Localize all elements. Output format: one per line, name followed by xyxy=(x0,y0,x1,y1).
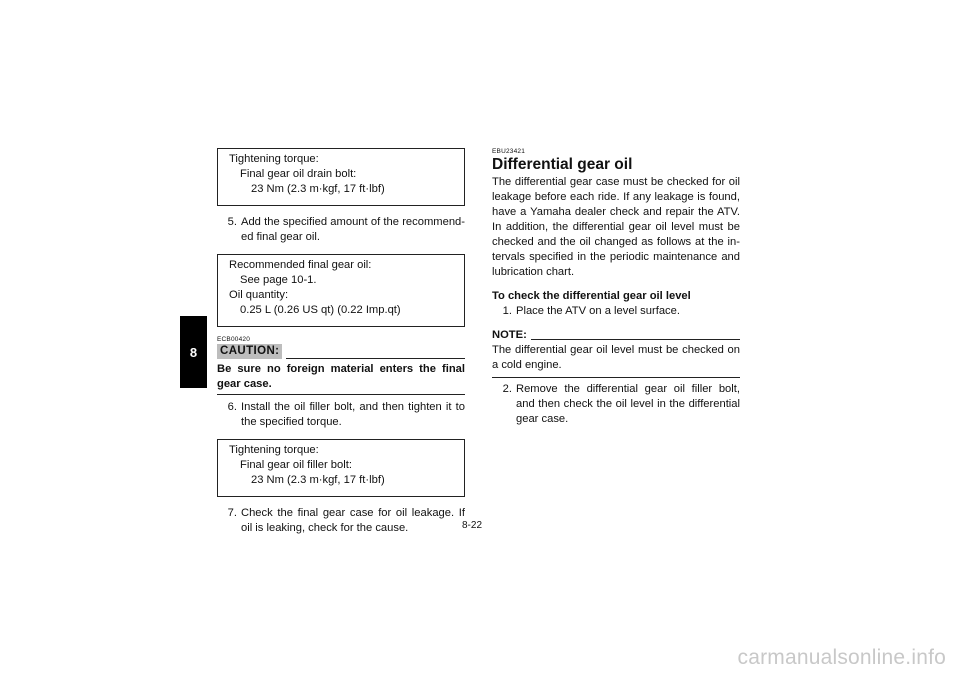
caution-rule xyxy=(286,358,465,359)
intro-paragraph: The differential gear case must be checked for oil leakage before each ride. If any leakage is found, have a Yamaha dealer check and repair the ATV. In addition, the differential gear oil level must be checked and the oil changed as follows at the in-tervals specified in the periodic maintenance and lubrication chart. xyxy=(492,176,740,278)
torque-box-drain xyxy=(217,148,465,206)
box-subtitle: Final gear oil drain bolt: xyxy=(240,168,357,180)
page-number: 8-22 xyxy=(462,520,483,531)
note-header xyxy=(492,328,740,343)
box-title: Tightening torque: xyxy=(229,444,319,456)
note-label: NOTE: xyxy=(492,329,527,341)
step-number: 2. xyxy=(502,383,512,395)
step-6 xyxy=(217,400,465,430)
oil-spec-box xyxy=(217,254,465,327)
section-heading: Differential gear oil xyxy=(492,156,633,173)
step-7 xyxy=(217,506,465,536)
section-tab: 8 xyxy=(180,316,207,388)
caution-text: Be sure no foreign material enters the final gear case. xyxy=(217,359,465,395)
caution-code: ECB00420 xyxy=(217,336,251,343)
step-text: Place the ATV on a level surface. xyxy=(516,305,680,317)
step-text: Install the oil filler bolt, and then tighten it to the specified torque. xyxy=(241,401,465,428)
section-code: EBU23421 xyxy=(492,148,526,155)
watermark-link[interactable]: carmanualsonline.info xyxy=(737,646,946,669)
right-column xyxy=(492,148,740,436)
note-rule xyxy=(531,339,740,340)
box-title: Recommended final gear oil: xyxy=(229,259,372,271)
caution-label: CAUTION: xyxy=(217,344,282,359)
step-text: Check the final gear case for oil leakage. If oil is leaking, check for the cause. xyxy=(241,507,465,534)
box-subtitle: Final gear oil filler bolt: xyxy=(240,459,352,471)
caution-header xyxy=(217,344,465,359)
step-5 xyxy=(217,215,465,245)
step-text: Remove the differential gear oil filler bolt, and then check the oil level in the differential gear case. xyxy=(516,383,740,425)
step-1 xyxy=(492,304,740,319)
step-number: 6. xyxy=(227,401,237,413)
box-value: 23 Nm (2.3 m·kgf, 17 ft·lbf) xyxy=(251,183,385,195)
box-title: Tightening torque: xyxy=(229,153,319,165)
step-number: 5. xyxy=(227,216,237,228)
step-number: 7. xyxy=(227,507,237,519)
box-subtitle-2: 0.25 L (0.26 US qt) (0.22 Imp.qt) xyxy=(240,304,401,316)
step-text: Add the specified amount of the recommend-ed final gear oil. xyxy=(241,216,465,243)
step-2 xyxy=(492,382,740,427)
note-text: The differential gear oil level must be checked on a cold engine. xyxy=(492,343,740,378)
box-value: 23 Nm (2.3 m·kgf, 17 ft·lbf) xyxy=(251,474,385,486)
torque-box-filler xyxy=(217,439,465,497)
step-number: 1. xyxy=(502,305,512,317)
box-subtitle: See page 10-1. xyxy=(240,274,317,286)
subheading: To check the differential gear oil level xyxy=(492,290,691,302)
left-column xyxy=(217,148,465,545)
box-title-2: Oil quantity: xyxy=(229,289,289,301)
